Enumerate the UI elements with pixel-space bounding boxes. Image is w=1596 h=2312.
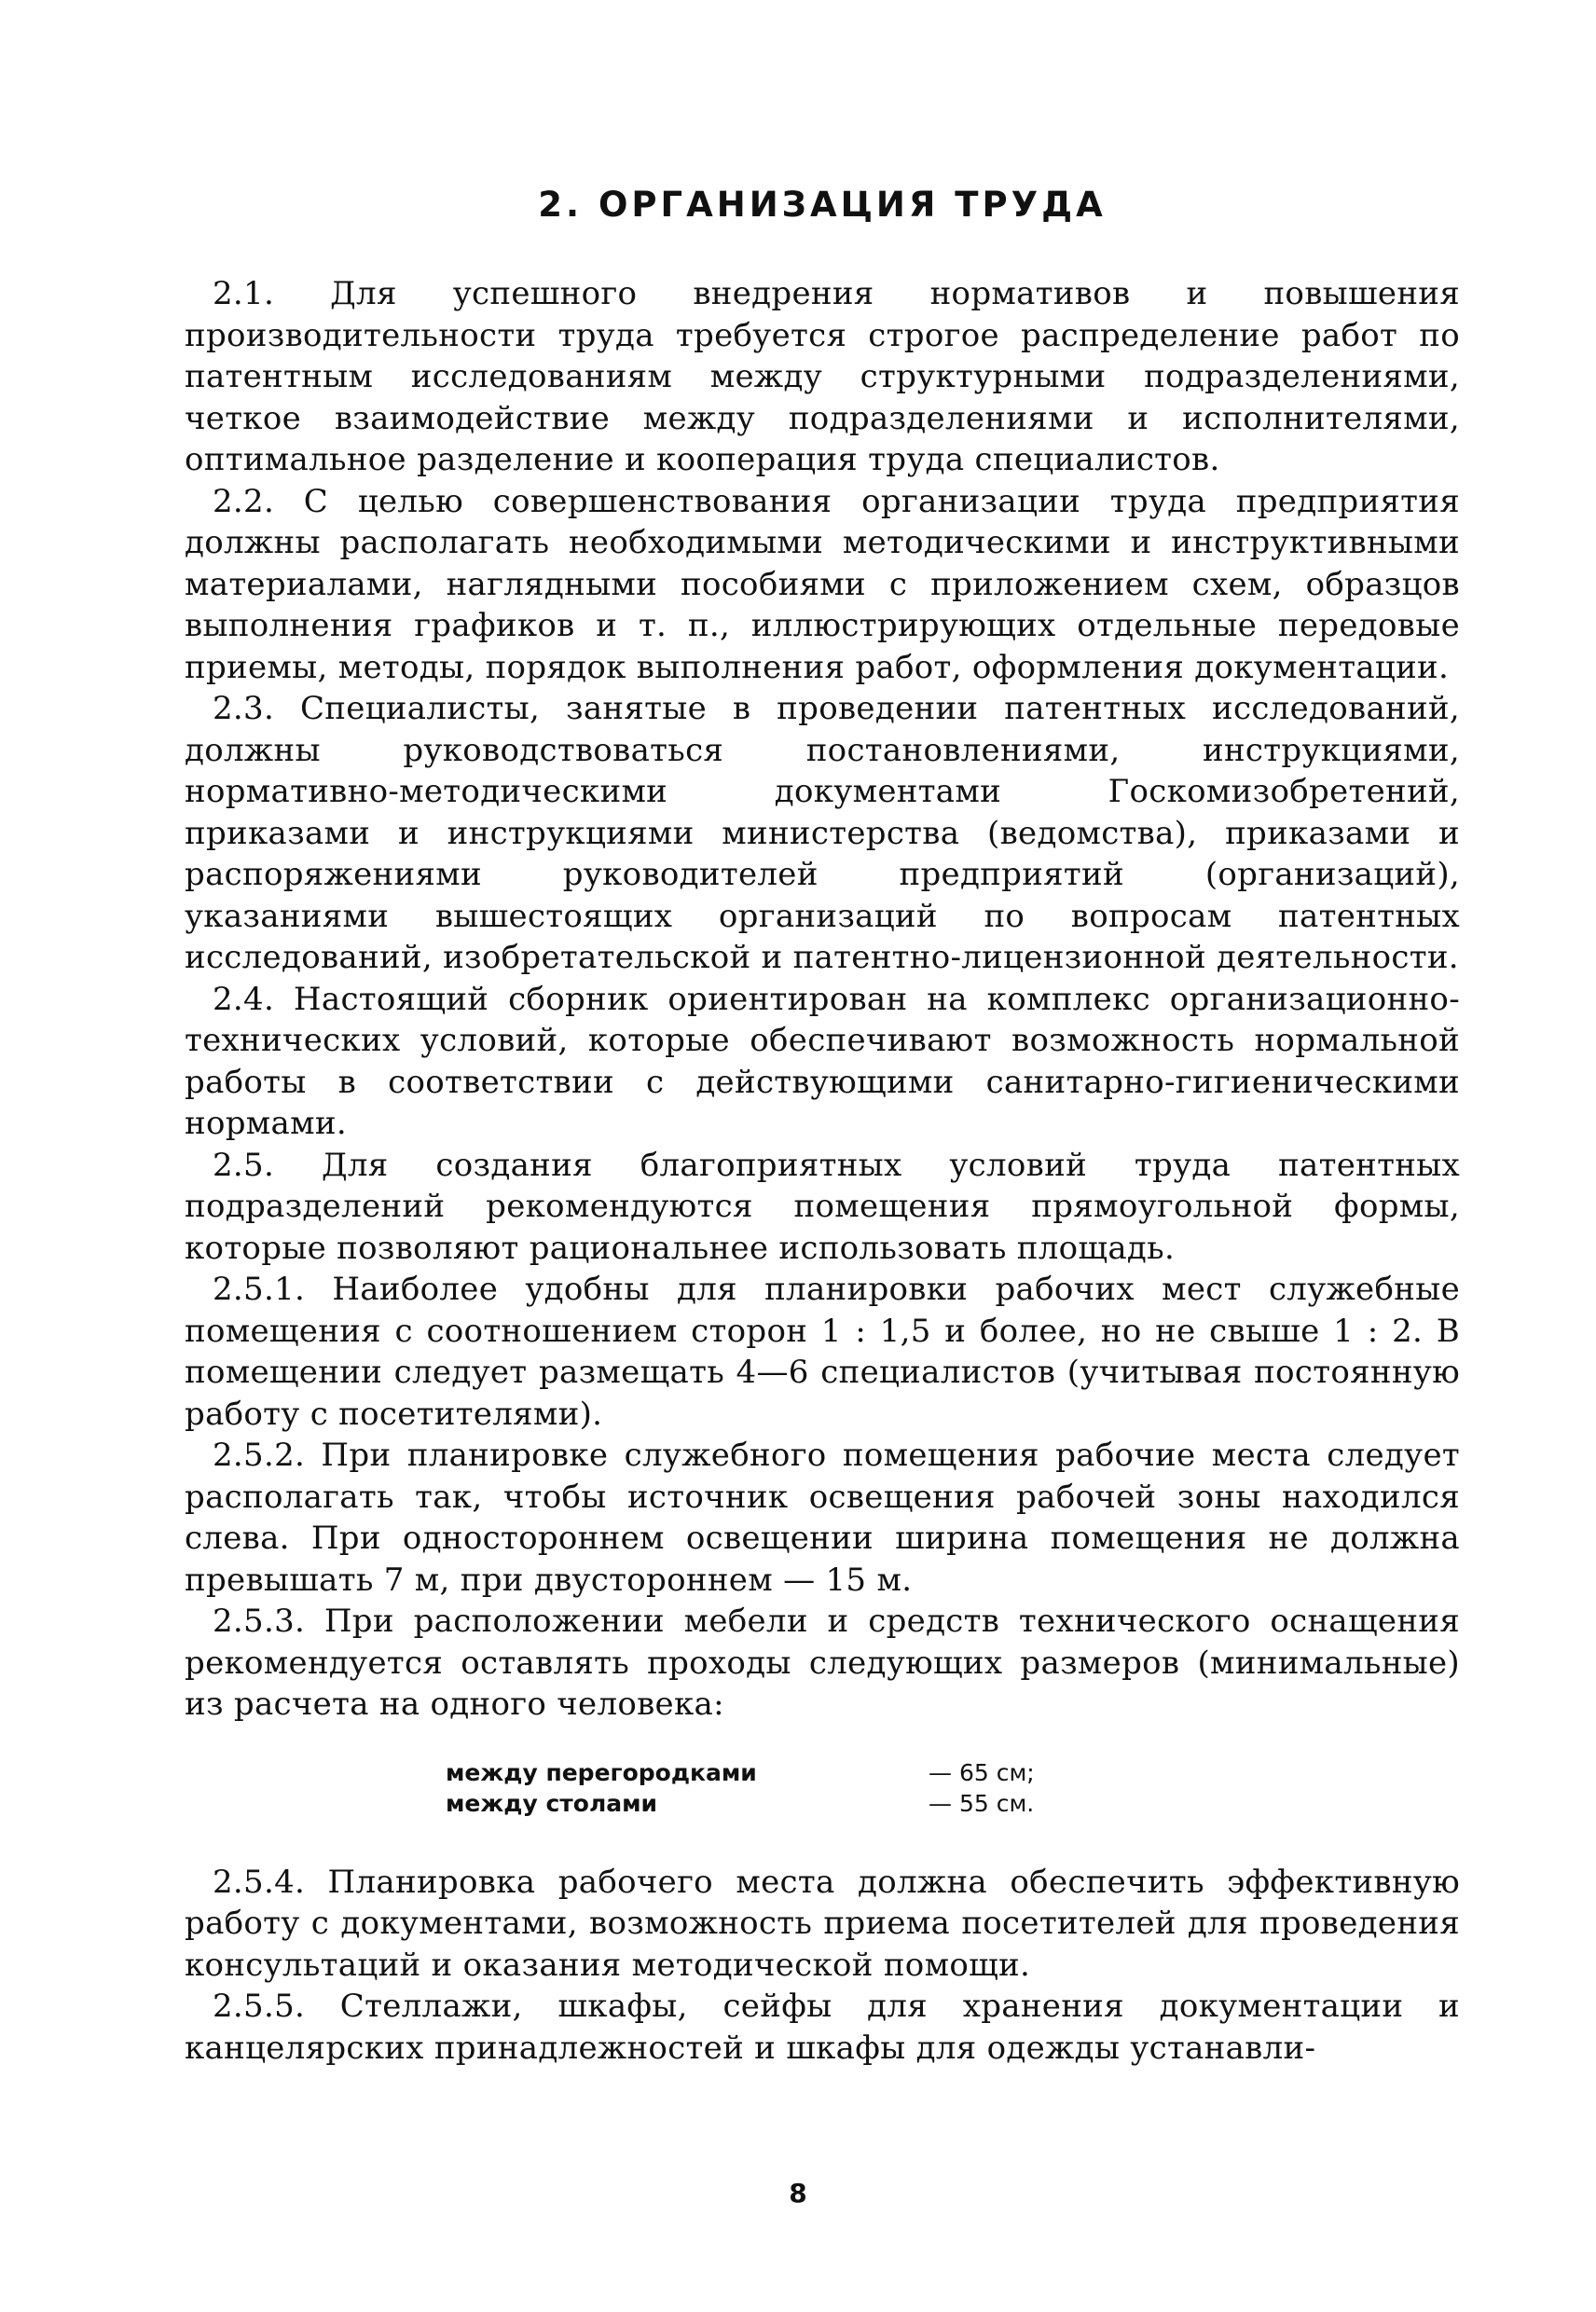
paragraph-2-5-4: 2.5.4. Планировка рабочего места должна обеспечить эффективную работу с документами, возможность приема посетителей для проведения консультаций и оказания методической помощи.: [185, 1863, 1460, 1984]
distance-row-tables: [446, 1788, 1460, 1819]
paragraph-2-5-2: 2.5.2. При планировке служебного помещения рабочие места следует располагать так, чтобы источник освещения рабочей зоны находился слева. При одностороннем освещении ширина помещения не должна превышать 7 м, при двустороннем — 15 м.: [185, 1437, 1460, 1599]
paragraph-2-2: 2.2. С целью совершенствования организации труда предприятия должны располагать необходимыми методическими и инструктивными материалами, наглядными пособиями с приложением схем, образцов выполнения графиков и т. п., иллюстрирующих отдельные передовые приемы, методы, порядок выполнения работ, оформления документации.: [185, 482, 1460, 686]
page-number: 8: [789, 2178, 807, 2209]
section-title: 2. ОРГАНИЗАЦИЯ ТРУДА: [538, 185, 1107, 225]
distance-value: — 55 см.: [929, 1789, 1035, 1817]
paragraph-2-5-1: 2.5.1. Наиболее удобны для планировки рабочих мест служебные помещения с соотношением сторон 1 : 1,5 и более, но не свыше 1 : 2. В помещении следует размещать 4—6 специалистов (учитывая постоянную работу с посетителями).: [185, 1271, 1460, 1433]
paragraph-2-4: 2.4. Настоящий сборник ориентирован на комплекс организационно-технических условий, которые обеспечивают возможность нормальной работы в соответствии с действующими санитарно-гигиеническими нормами.: [185, 980, 1460, 1142]
document-page: [185, 185, 1460, 2069]
distance-value: — 65 см;: [929, 1758, 1035, 1786]
paragraph-2-1: 2.1. Для успешного внедрения нормативов и повышения производительности труда требуется строгое распределение работ по патентным исследованиям между структурными подразделениями, четкое взаимодействие между подразделениями и исполнителями, оптимальное разделение и кооперация труда специалистов.: [185, 275, 1460, 478]
paragraph-2-5-3: 2.5.3. При расположении мебели и средств технического оснащения рекомендуется оставлять проходы следующих размеров (минимальные) из расчета на одного человека:: [185, 1603, 1460, 1723]
distance-label: между столами: [446, 1789, 658, 1817]
distance-label: между перегородками: [446, 1758, 757, 1786]
paragraph-2-5: 2.5. Для создания благоприятных условий труда патентных подразделений рекомендуются помещения прямоугольной формы, которые позволяют рациональнее использовать площадь.: [185, 1146, 1460, 1267]
paragraph-2-3: 2.3. Специалисты, занятые в проведении патентных исследований, должны руководствоваться постановлениями, инструкциями, нормативно-методическими документами Госкомизобретений, приказами и инструкциями министерства (ведомства), приказами и распоряжениями руководителей предприятий (организаций), указаниями вышестоящих организаций по вопросам патентных исследований, изобретательской и патентно-лицензионной деятельности.: [185, 690, 1460, 976]
passage-distances-list: [446, 1757, 1460, 1819]
paragraph-2-5-5: 2.5.5. Стеллажи, шкафы, сейфы для хранения документации и канцелярских принадлежностей и шкафы для одежды устанавли-: [185, 1988, 1460, 2067]
distance-row-partitions: [446, 1757, 1460, 1788]
